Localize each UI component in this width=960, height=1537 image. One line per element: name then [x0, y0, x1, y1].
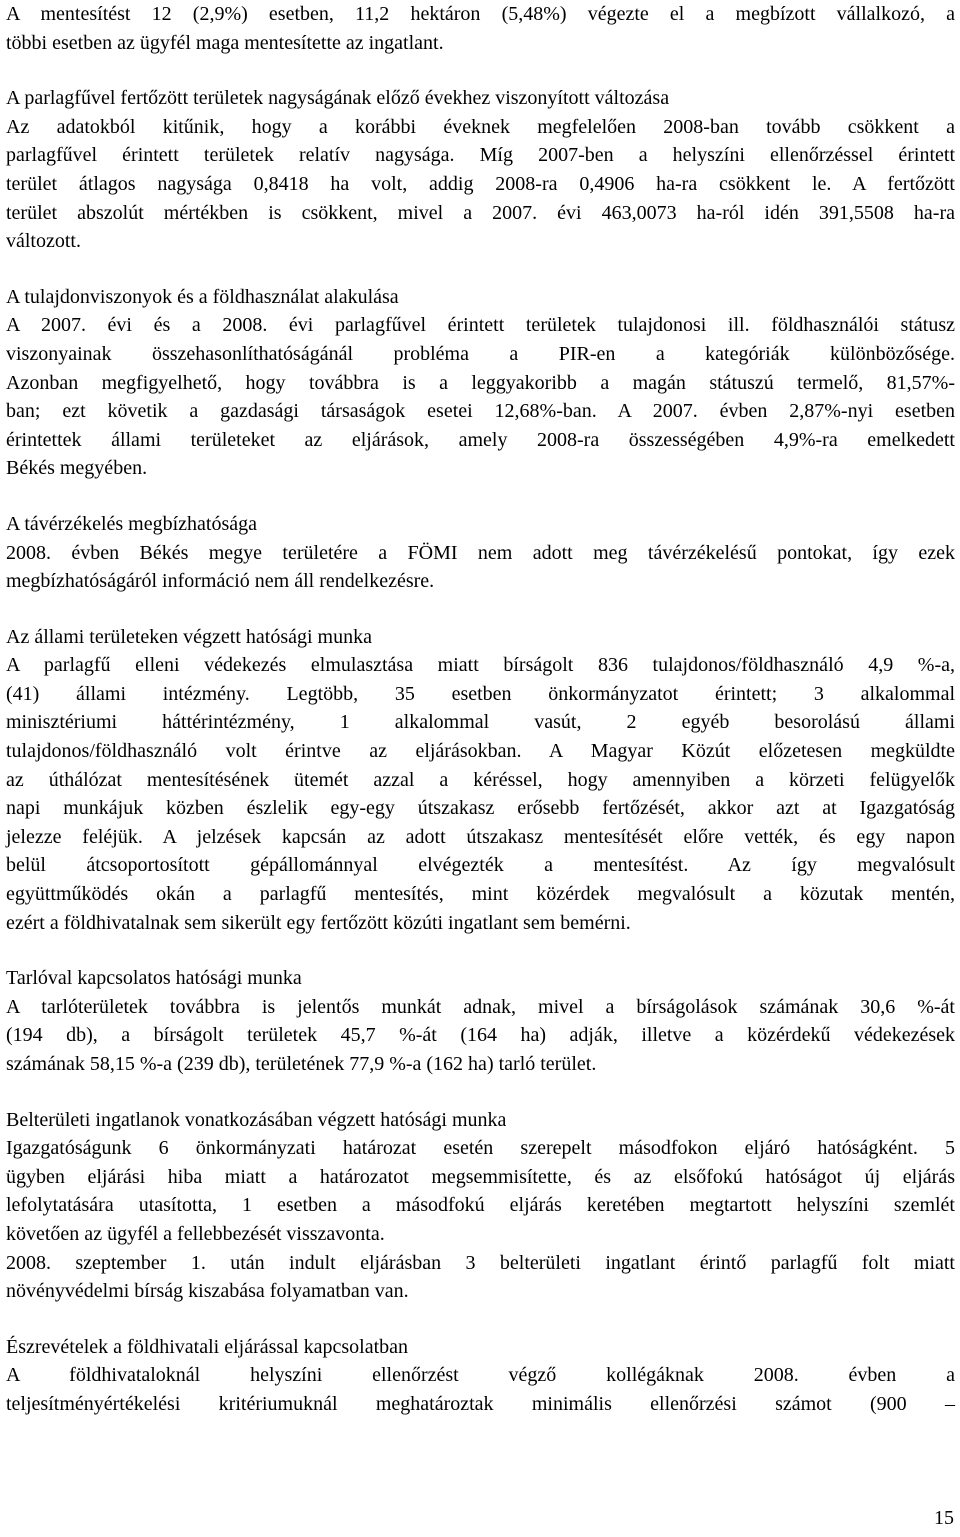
- text-line: növényvédelmi bírság kiszabása folyamatban van.: [6, 1280, 409, 1303]
- paragraph-mentesites: [6, 0, 955, 57]
- text-line: (194 db), a bírságolt területek 45,7 %-át (164 ha) adják, illetve a közérdekű védekezések: [6, 1024, 955, 1047]
- section-allami-teruletek: [6, 623, 955, 938]
- text-line: Azonban megfigyelhető, hogy továbbra is a leggyakoribb a magán státuszú termelő, 81,57%-: [6, 371, 955, 394]
- text-line: A mentesítést 12 (2,9%) esetben, 11,2 hektáron (5,48%) végezte el a megbízott vállalkozó, a: [6, 3, 955, 25]
- section-belteruleti: [6, 1106, 955, 1306]
- text-line: többi esetben az ügyfél maga mentesítette az ingatlant.: [6, 31, 444, 54]
- text-line: lefolytatására utasította, 1 esetben a másodfokú eljárás keretében megtartott helyszíni szemlét: [6, 1194, 955, 1217]
- section-tulajdonviszonyok: [6, 283, 955, 483]
- text-line: terület abszolút mértékben is csökkent, mivel a 2007. évi 463,0073 ha-ról idén 391,5508 ha-ra: [6, 201, 955, 224]
- section-taverzekeles: [6, 510, 955, 596]
- text-line: viszonyainak összehasonlíthatóságánál probléma a PIR-en a kategóriák különbözősége.: [6, 342, 955, 365]
- section-heading: Az állami területeken végzett hatósági munka: [6, 625, 372, 648]
- text-line: érintettek állami területeket az eljárások, amely 2008-ra összességében 4,9%-ra emelkedett: [6, 428, 955, 451]
- section-heading: A tulajdonviszonyok és a földhasználat alakulása: [6, 285, 399, 308]
- text-line: 2008. évben Békés megye területére a FÖMI nem adott meg távérzékelésű pontokat, így ezek: [6, 541, 955, 564]
- text-line: Az adatokból kitűnik, hogy a korábbi éveknek megfelelően 2008-ban tovább csökkent a: [6, 115, 955, 138]
- text-line: Igazgatóságunk 6 önkormányzati határozat esetén szerepelt másodfokon eljáró hatóságként. 5: [6, 1137, 955, 1160]
- section-heading: A parlagfűvel fertőzött területek nagyságának előző évekhez viszonyított változása: [6, 87, 670, 110]
- text-line: minisztériumi háttérintézmény, 1 alkalommal vasút, 2 egyéb besorolású állami: [6, 711, 955, 734]
- text-line: tulajdonos/földhasználó volt érintve az eljárásokban. A Magyar Közút előzetesen megküldte: [6, 740, 955, 763]
- text-line: ezért a földhivatalnak sem sikerült egy fertőzött közúti ingatlant sem bemérni.: [6, 911, 631, 934]
- section-heading: Észrevételek a földhivatali eljárással kapcsolatban: [6, 1335, 409, 1358]
- text-line: megbízhatóságáról információ nem áll rendelkezésre.: [6, 570, 435, 593]
- text-line: parlagfűvel érintett területek relatív nagysága. Míg 2007-ben a helyszíni ellenőrzéssel érintett: [6, 144, 955, 167]
- text-line: az úthálózat mentesítésének ütemét azzal a kéréssel, hogy amennyiben a körzeti felügyelők: [6, 768, 955, 791]
- text-line: együttműködés okán a parlagfű mentesítés, mint közérdek megvalósult a közutak mentén,: [6, 883, 955, 906]
- text-line: A parlagfű elleni védekezés elmulasztása miatt bírságolt 836 tulajdonos/földhasználó 4,9 %-a,: [6, 654, 955, 677]
- text-line: ügyben eljárási hiba miatt a határozatot megsemmisítette, és az elsőfokú hatóságot új eljárás: [6, 1165, 955, 1188]
- text-line: jelezze feléjük. A jelzések kapcsán az adott útszakasz mentesítését előre vették, és egy napon: [6, 825, 955, 848]
- text-line: 2008. szeptember 1. után indult eljárásban 3 belterületi ingatlant érintő parlagfű folt miatt: [6, 1251, 955, 1274]
- text-line: terület átlagos nagysága 0,8418 ha volt, addig 2008-ra 0,4906 ha-ra csökkent le. A fertőzött: [6, 172, 955, 195]
- text-line: számának 58,15 %-a (239 db), területének 77,9 %-a (162 ha) tarló terület.: [6, 1053, 597, 1075]
- text-line: A tarlóterületek továbbra is jelentős munkát adnak, mivel a bírságolások számának 30,6 %-át: [6, 995, 955, 1018]
- section-eszrevetelek: [6, 1333, 955, 1419]
- text-line: változott.: [6, 230, 81, 253]
- document-page: [6, 0, 955, 1419]
- section-heading: Belterületi ingatlanok vonatkozásában végzett hatósági munka: [6, 1108, 507, 1131]
- section-fertozott-teruletek: [6, 84, 955, 256]
- text-line: Békés megyében.: [6, 457, 148, 480]
- section-heading: A távérzékelés megbízhatósága: [6, 512, 257, 535]
- page-number: 15: [934, 1507, 954, 1529]
- section-heading: Tarlóval kapcsolatos hatósági munka: [6, 967, 302, 990]
- text-line: A 2007. évi és a 2008. évi parlagfűvel érintett területek tulajdonosi ill. földhasználói státusz: [6, 314, 955, 337]
- text-line: (41) állami intézmény. Legtöbb, 35 esetben önkormányzatot érintett; 3 alkalommal: [6, 682, 955, 705]
- text-line: ban; ezt követik a gazdasági társaságok esetei 12,68%-ban. A 2007. évben 2,87%-nyi esetben: [6, 400, 955, 423]
- section-tarlo: [6, 964, 955, 1078]
- text-line: követően az ügyfél a fellebbezését visszavonta.: [6, 1222, 385, 1245]
- text-line: belül átcsoportosított gépállománnyal elvégezték a mentesítést. Az így megvalósult: [6, 854, 955, 877]
- text-line: teljesítményértékelési kritériumuknál meghatároztak minimális ellenőrzési számot (900 –: [6, 1392, 955, 1415]
- text-line: napi munkájuk közben észlelik egy-egy útszakasz erősebb fertőzését, akkor azt at Igazgatóság: [6, 797, 955, 820]
- text-line: A földhivataloknál helyszíni ellenőrzést végző kollégáknak 2008. évben a: [6, 1364, 955, 1387]
